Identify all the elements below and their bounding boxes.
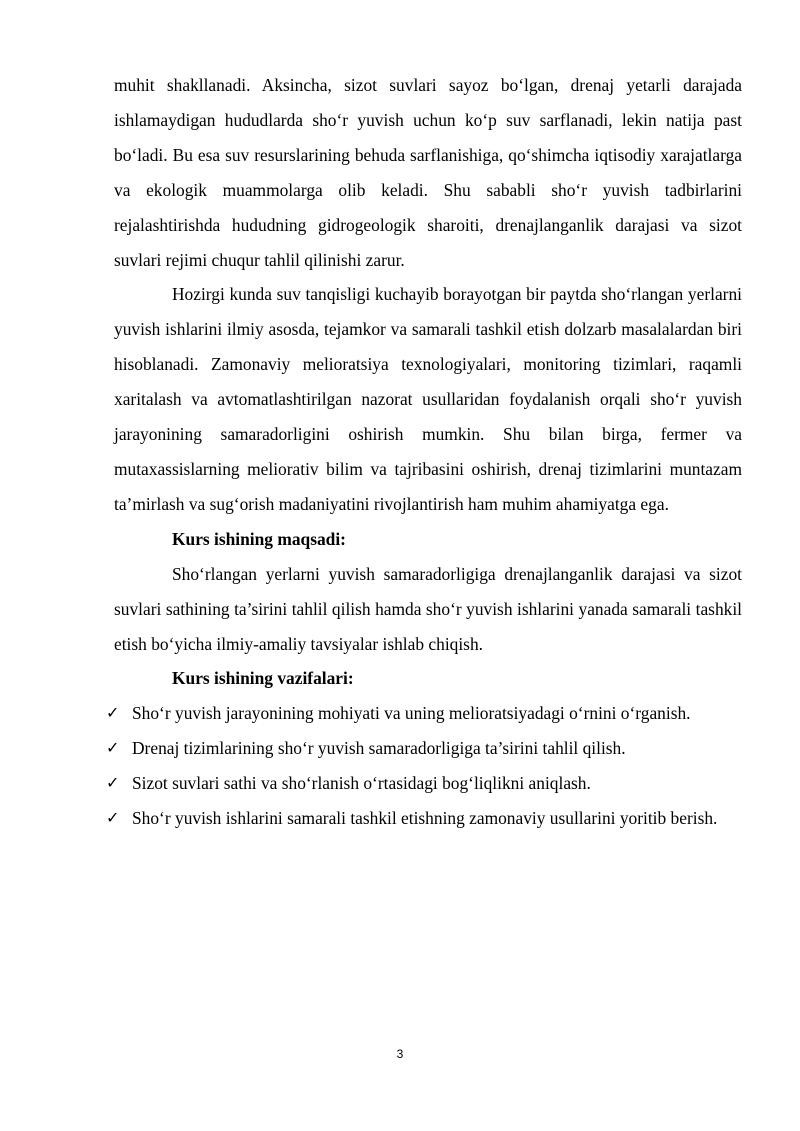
list-item [106,696,746,731]
task-text: Drenaj tizimlarining sho‘r yuvish samaradorligiga ta’sirini tahlil qilish. [132,738,626,759]
tasks-list [106,696,742,836]
list-item [106,801,746,836]
tasks-heading: Kurs ishining vazifalari: [172,668,354,689]
list-item [106,766,746,801]
page-number: 3 [396,1047,404,1061]
check-icon: ✓ [106,738,120,758]
paragraph-continuation: muhit shakllanadi. Aksincha, sizot suvlari sayoz bo‘lgan, drenaj yetarli darajada ishlamaydigan hududlarda sho‘r yuvish uchun ko‘p suv sarflanadi, lekin natija past bo‘ladi. Bu esa suv resurslarining behuda sarflanishiga, qo‘shimcha iqtisodiy xarajatlarga va ekologik muammolarga olib keladi. Shu sababli sho‘r yuvish tadbirlarini rejalashtirishda hududning gidrogeologik sharoiti, drenajlanganlik darajasi va sizot suvlari rejimi chuqur tahlil qilinishi zarur. [114,75,742,270]
check-icon: ✓ [106,773,120,793]
goal-text: Sho‘rlangan yerlarni yuvish samaradorligiga drenajlanganlik darajasi va sizot suvlari sathining ta’sirini tahlil qilish hamda sho‘r yuvish ishlarini yanada samarali tashkil etish bo‘yicha ilmiy-amaliy tavsiyalar ishlab chiqish. [114,563,742,654]
task-text: Sizot suvlari sathi va sho‘rlanish o‘rtasidagi bog‘liqlikni aniqlash. [132,773,591,794]
check-icon: ✓ [106,808,120,828]
goal-heading: Kurs ishining maqsadi: [172,528,346,549]
list-item [106,731,746,766]
paragraph-current-situation: Hozirgi kunda suv tanqisligi kuchayib borayotgan bir paytda sho‘rlangan yerlarni yuvish ishlarini ilmiy asosda, tejamkor va samarali tashkil etish dolzarb masalalardan biri hisoblanadi. Zamonaviy melioratsiya texnologiyalari, monitoring tizimlari, raqamli xaritalash va avtomatlashtirilgan nazorat usullaridan foydalanish orqali sho‘r yuvish jarayonining samaradorligini oshirish mumkin. Shu bilan birga, fermer va mutaxassislarning meliorativ bilim va tajribasini oshirish, drenaj tizimlarini muntazam ta’mirlash va sug‘orish madaniyatini rivojlantirish ham muhim ahamiyatga ega. [114,284,742,514]
task-text: Sho‘r yuvish jarayonining mohiyati va uning melioratsiyadagi o‘rnini o‘rganish. [132,703,691,724]
task-text: Sho‘r yuvish ishlarini samarali tashkil etishning zamonaviy usullarini yoritib berish. [132,808,718,829]
document-page [106,68,742,836]
check-icon: ✓ [106,703,120,723]
